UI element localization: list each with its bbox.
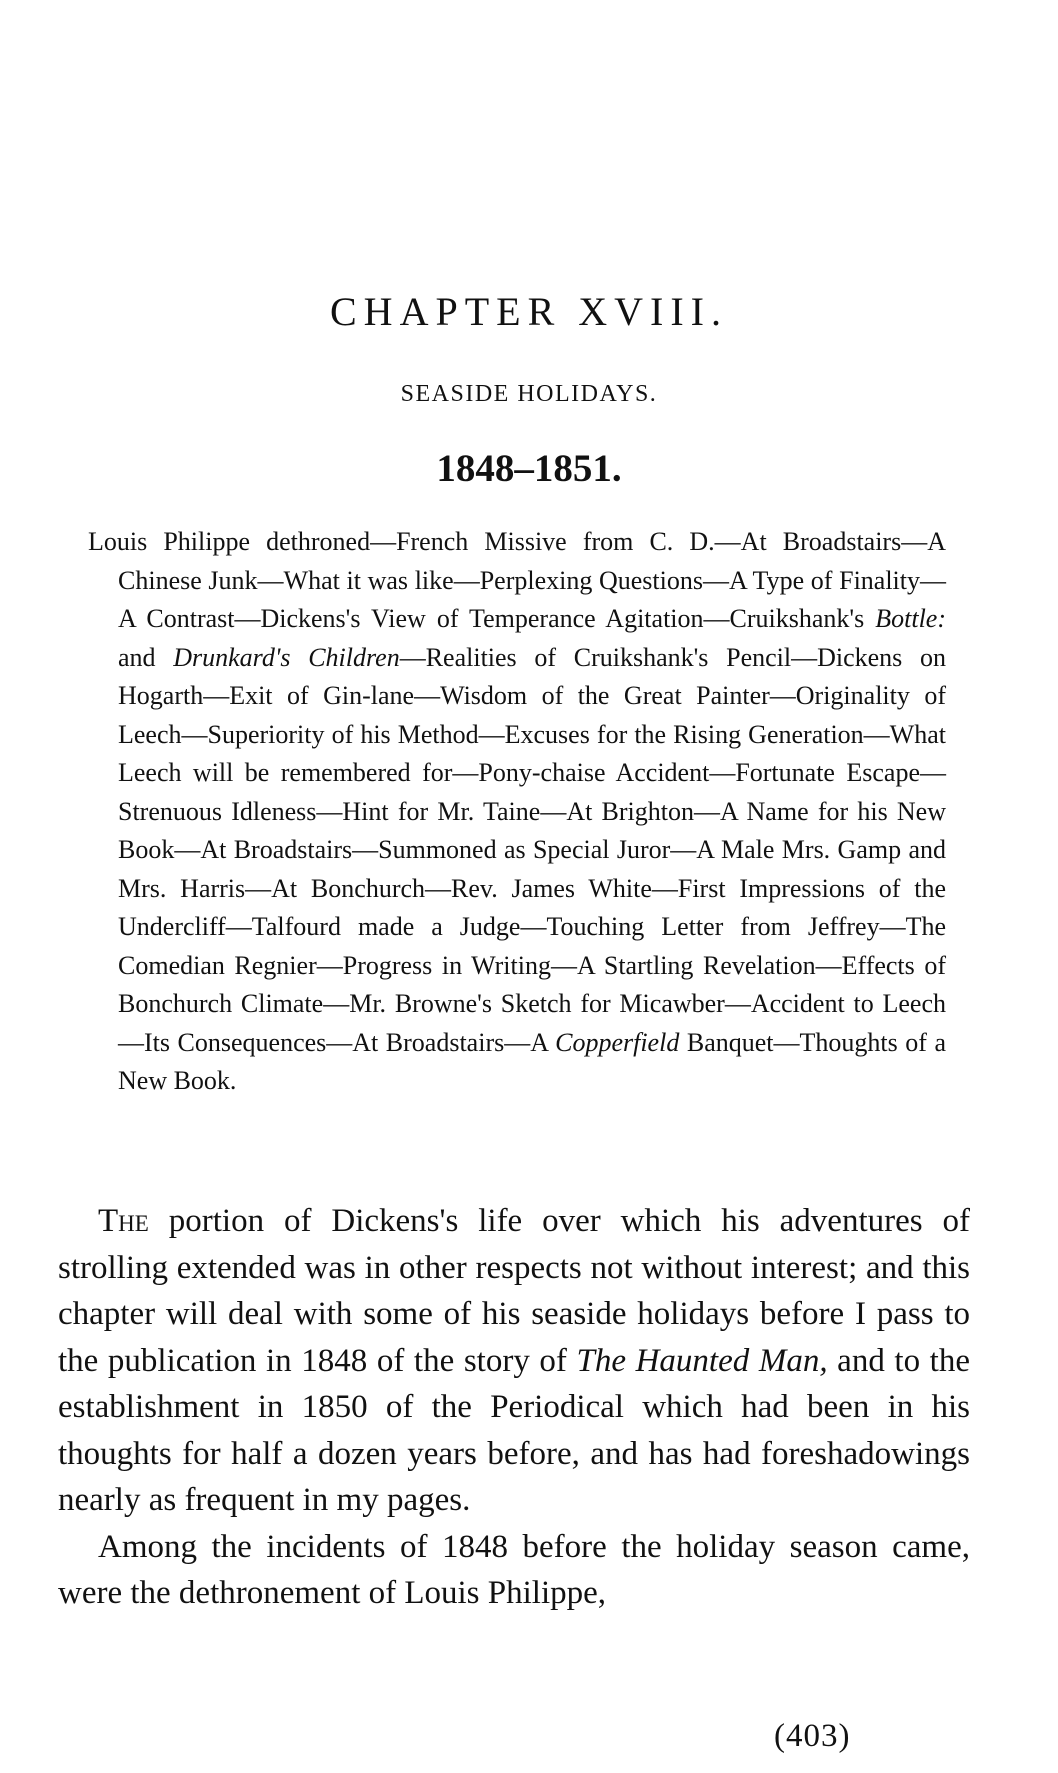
chapter-title: CHAPTER XVIII.	[330, 289, 728, 334]
chapter-subtitle: SEASIDE HOLIDAYS.	[400, 381, 658, 407]
synopsis-text-2: and	[118, 642, 174, 672]
chapter-years: 1848–1851.	[436, 447, 622, 490]
body-text	[58, 1198, 970, 1617]
chapter-synopsis	[88, 523, 946, 1101]
body-paragraph-1-text-a: portion of Dickens's life over which his adventures of strolling extended was in other respects not without interest; and this chapter will deal with some of his seaside holidays before I pass to the publication in 1848 of the story of	[58, 1203, 970, 1379]
synopsis-italic-copperfield: Copperfield	[555, 1027, 680, 1057]
page-number: (403)	[774, 1718, 851, 1754]
synopsis-italic-bottle: Bottle:	[875, 604, 946, 633]
opening-smallcaps: The	[98, 1203, 149, 1239]
synopsis-text-4: Banquet—Thoughts of a New Book.	[118, 1027, 946, 1095]
synopsis-text-3: —Realities of Cruikshank's Pencil—Dickens on Hogarth—Exit of Gin-lane—Wisdom of the Great Painter—Originality of Leech—Superiority of his Method—Excuses for the Rising Generation—What Leech will be remembered for—Pony-chaise Accident—Fortunate Escape—Strenuous Idleness—Hint for Mr. Taine—At Brighton—A Name for his New Book—At Broadstairs—Summoned as Special Juror—A Male Mrs. Gamp and Mrs. Harris—At Bonchurch—Rev. James White—First Impressions of the Undercliff—Talfourd made a Judge—Touching Letter from Jeffrey—The Comedian Regnier—Progress in Writing—A Startling Revelation—Effects of Bonchurch Climate—Mr. Browne's Sketch for Micawber—Accident to Leech—Its Consequences—At Broadstairs—A	[118, 642, 946, 1057]
body-paragraph-1-text-b: and to the establishment in 1850 of the Periodical which had been in his thoughts for half a dozen years before, and has had foreshadowings nearly as frequent in my pages.	[58, 1342, 970, 1518]
body-paragraph-1	[58, 1198, 970, 1524]
synopsis-italic-drunkards-children: Drunkard's Children	[173, 642, 400, 672]
synopsis-paragraph	[88, 523, 946, 1101]
body-italic-haunted-man: The Haunted Man,	[576, 1342, 828, 1379]
body-paragraph-2: Among the incidents of 1848 before the holiday season came, were the dethronement of Louis Philippe,	[58, 1528, 970, 1611]
synopsis-text-1: Louis Philippe dethroned—French Missive from C. D.—At Broadstairs—A Chinese Junk—What it was like—Perplexing Questions—A Type of Finality—A Contrast—Dickens's View of Temperance Agitation—Cruikshank's	[88, 527, 946, 633]
